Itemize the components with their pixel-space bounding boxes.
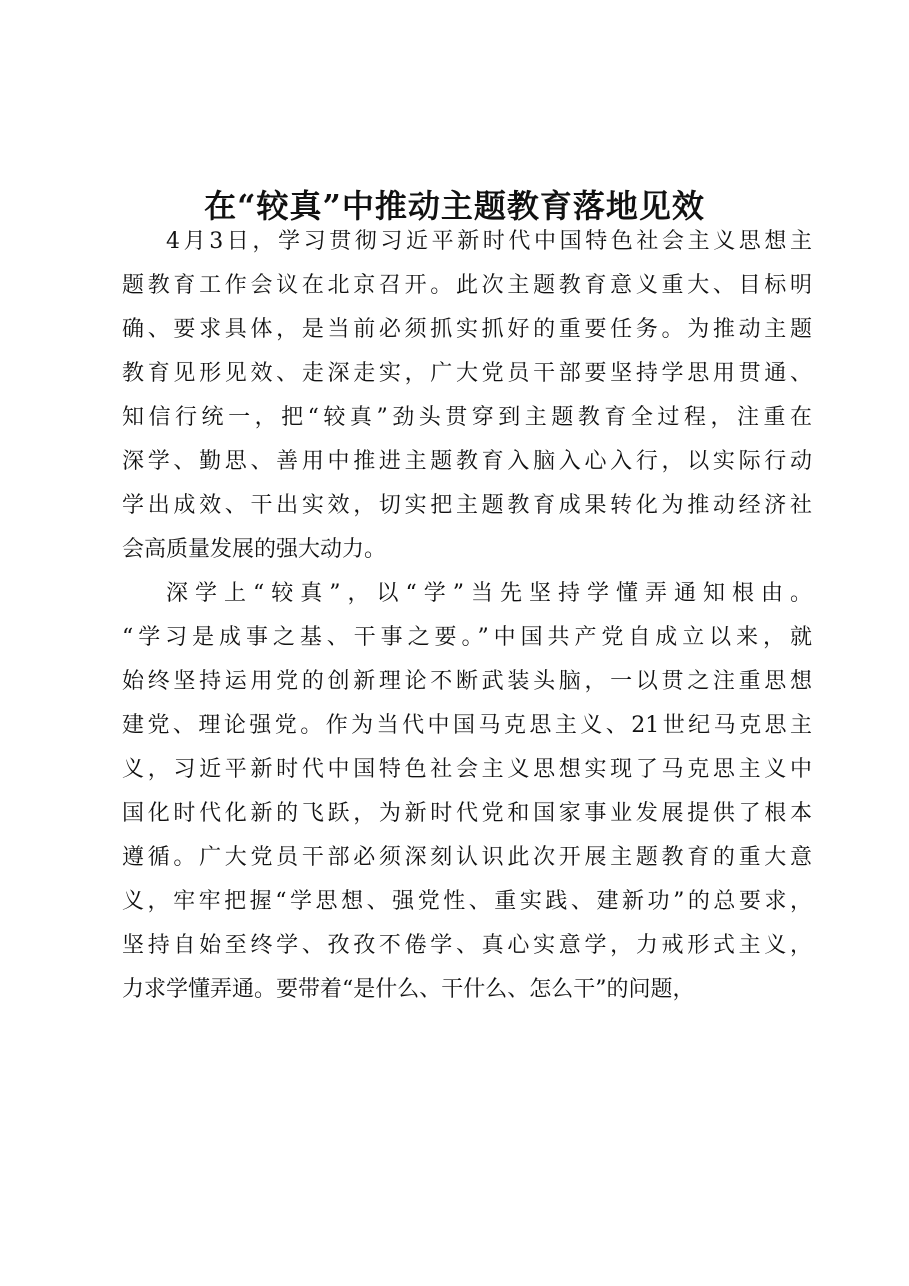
- paragraph-line: 力求学懂弄通。要带着“是什么、干什么、怎么干”的问题，: [122, 977, 695, 1002]
- paragraph-line: 始终坚持运用党的创新理论不断武装头脑，一以贯之注重思想: [122, 669, 812, 694]
- document-body: [122, 220, 812, 1012]
- paragraph-1: [122, 220, 812, 572]
- paragraph-2: [122, 572, 812, 1012]
- paragraph-line: 深学上“较真”，以“学”当先坚持学懂弄通知根由。: [166, 581, 812, 606]
- paragraph-line: 遵循。广大党员干部必须深刻认识此次开展主题教育的重大意: [122, 845, 812, 870]
- paragraph-line: 学出成效、干出实效，切实把主题教育成果转化为推动经济社: [122, 493, 812, 518]
- paragraph-line: 建党、理论强党。作为当代中国马克思主义、21世纪马克思主: [122, 713, 812, 738]
- paragraph-line: “学习是成事之基、干事之要。”中国共产党自成立以来，就: [122, 625, 812, 650]
- paragraph-line: 深学、勤思、善用中推进主题教育入脑入心入行，以实际行动: [122, 449, 812, 474]
- paragraph-line: 国化时代化新的飞跃，为新时代党和国家事业发展提供了根本: [122, 801, 812, 826]
- paragraph-line: 题教育工作会议在北京召开。此次主题教育意义重大、目标明: [122, 273, 812, 298]
- paragraph-line: 义，习近平新时代中国特色社会主义思想实现了马克思主义中: [122, 757, 812, 782]
- paragraph-line: 确、要求具体，是当前必须抓实抓好的重要任务。为推动主题: [122, 317, 812, 342]
- paragraph-line: 义，牢牢把握“学思想、强党性、重实践、建新功”的总要求，: [122, 889, 812, 914]
- paragraph-line: 坚持自始至终学、孜孜不倦学、真心实意学，力戒形式主义，: [122, 933, 812, 958]
- paragraph-line: 教育见形见效、走深走实，广大党员干部要坚持学思用贯通、: [122, 361, 812, 386]
- paragraph-line: 4月3日，学习贯彻习近平新时代中国特色社会主义思想主: [166, 229, 812, 254]
- document-title: 在“较真”中推动主题教育落地见效: [204, 187, 705, 226]
- paragraph-line: 会高质量发展的强大动力。: [122, 537, 387, 562]
- paragraph-line: 知信行统一，把“较真”劲头贯穿到主题教育全过程，注重在: [122, 405, 812, 430]
